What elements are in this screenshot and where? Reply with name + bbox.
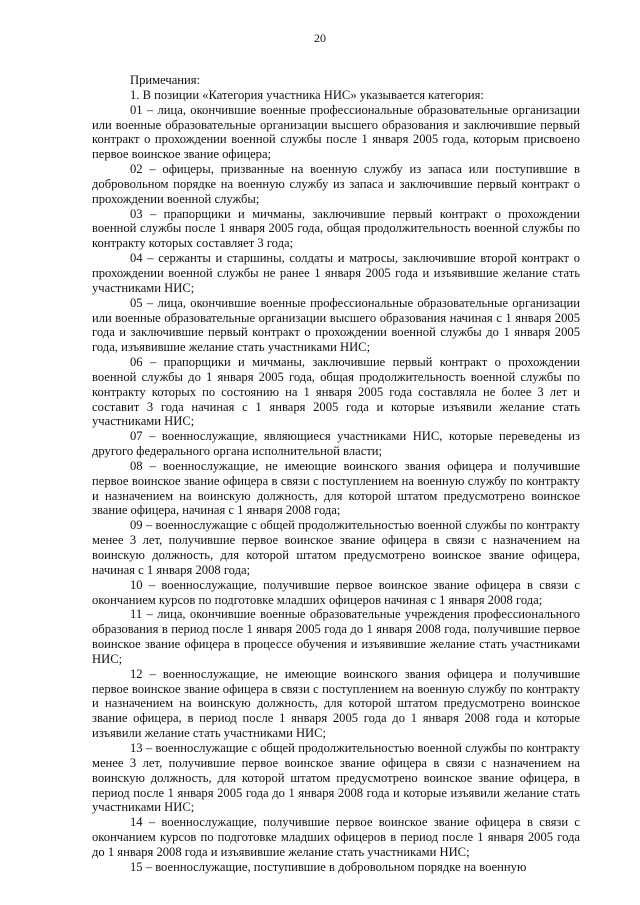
category-item-11: 11 – лица, окончившие военные образовательные учреждения профессионального образования в период после 1 января 2005 года до 1 января 2008 года, получившие первое воинское звание офицера в процессе обучения и изъявившие желание стать участниками НИС; — [92, 607, 580, 666]
category-item-15: 15 – военнослужащие, поступившие в добровольном порядке на военную — [130, 859, 527, 874]
notes-body — [92, 73, 580, 875]
notes-title: Примечания: — [130, 73, 201, 87]
page-number: 20 — [314, 31, 326, 45]
category-item-02: 02 – офицеры, призванные на военную службу из запаса или поступившие в добровольном порядке на военную службу из запаса и заключившие первый контракт о прохождении военной службы; — [92, 162, 580, 206]
category-item-08: 08 – военнослужащие, не имеющие воинского звания офицера и получившие первое воинское звание офицера в связи с поступлением на военную службу по контракту и назначением на воинскую должность, для которой штатом предусмотрено воинское звание офицера, начиная с 1 января 2008 года; — [92, 458, 580, 518]
category-item-01: 01 – лица, окончившие военные профессиональные образовательные организации или военные образовательные организации высшего образования и заключившие первый контракт о прохождении военной службы после 1 января 2005 года, которым присвоено первое воинское звание офицера; — [92, 102, 580, 162]
category-item-13: 13 – военнослужащие с общей продолжительностью военной службы по контракту менее 3 лет, получившие первое воинское звание офицера в связи с назначением на воинскую должность, для которой штатом предусмотрено воинское звание офицера, в период после 1 января 2005 года до 1 января 2008 года и которые изъявили желание стать участниками НИС; — [92, 740, 580, 815]
notes-intro: 1. В позиции «Категория участника НИС» указывается категория: — [130, 87, 484, 102]
category-item-14: 14 – военнослужащие, получившие первое воинское звание офицера в связи с окончанием курсов по подготовке младших офицеров в период после 1 января 2005 года до 1 января 2008 года и изъявившие желание стать участниками НИС; — [92, 815, 580, 859]
category-item-12: 12 – военнослужащие, не имеющие воинского звания офицера и получившие первое воинское звание офицера в связи с поступлением на военную службу по контракту и назначением на воинскую должность, для которой штатом предусмотрено воинское звание офицера, в период после 1 января 2005 года до 1 января 2008 года и которые изъявили желание стать участниками НИС; — [92, 666, 580, 741]
category-item-09: 09 – военнослужащие с общей продолжительностью военной службы по контракту менее 3 лет, получившие первое воинское звание офицера в связи с назначением на воинскую должность, для которой штатом предусмотрено воинское звание офицера, начиная с 1 января 2008 года; — [92, 518, 580, 577]
category-item-04: 04 – сержанты и старшины, солдаты и матросы, заключившие второй контракт о прохождении военной службы не ранее 1 января 2005 года и изъявившие желание стать участниками НИС; — [92, 251, 580, 295]
category-item-10: 10 – военнослужащие, получившие первое воинское звание офицера в связи с окончанием курсов по подготовке младших офицеров начиная с 1 января 2008 года; — [92, 577, 580, 607]
category-item-03: 03 – прапорщики и мичманы, заключившие первый контракт о прохождении военной службы после 1 января 2005 года, общая продолжительность военной службы по контракту которых составляет 3 года; — [92, 206, 580, 251]
category-item-05: 05 – лица, окончившие военные профессиональные образовательные организации или военные образовательные организации высшего образования начиная с 1 января 2005 года и заключившие первый контракт о прохождении военной службы до 1 января 2005 года, изъявившие желание стать участниками НИС; — [92, 295, 580, 355]
category-item-06: 06 – прапорщики и мичманы, заключившие первый контракт о прохождении военной службы до 1 января 2005 года, общая продолжительность военной службы по контракту которых по состоянию на 1 января 2005 года составляла не более 3 лет и составит 3 года начиная с 1 января 2005 года и которые изъявили желание стать участниками НИС; — [92, 355, 580, 429]
category-item-07: 07 – военнослужащие, являющиеся участниками НИС, которые переведены из другого федерального органа исполнительной власти; — [92, 429, 580, 459]
